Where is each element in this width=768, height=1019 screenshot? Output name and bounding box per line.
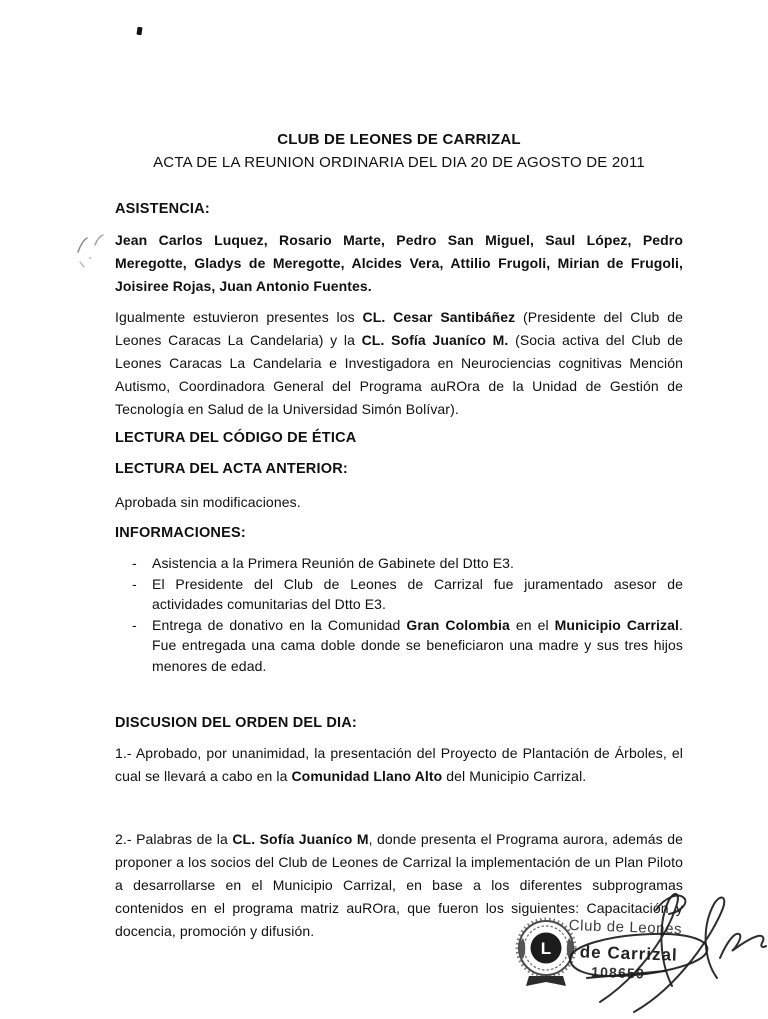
emblem-letter: L [540,939,552,958]
margin-pen-marks [66,228,116,273]
heading-lectura-codigo: LECTURA DEL CÓDIGO DE ÉTICA [115,430,357,446]
heading-informaciones: INFORMACIONES: [115,525,246,541]
paragraph-attendees: Jean Carlos Luquez, Rosario Marte, Pedro San Miguel, Saul López, Pedro Meregotte, Gladys de Meregotte, Alcides Vera, Attilio Frugoli, Mirian de Frugoli, Joisiree Rojas, Juan Antonio Fuentes. [115,232,683,294]
informaciones-list [132,553,683,676]
stamp-club-name: Club de Leones [568,916,683,938]
heading-lectura-acta: LECTURA DEL ACTA ANTERIOR: [115,461,348,477]
paragraph-punto-2: 2.- Palabras de la CL. Sofía Juaníco M, donde presenta el Programa aurora, además de proponer a los socios del Club de Leones de Carrizal la implementación de un Plan Piloto a desarrollarse en el Municipio Carrizal, en base a los diferentes subprogramas contenidos en el programa matriz auROra, que fueron los siguientes: Capacitación y docencia, promoción y difusión. [115,831,683,939]
document-subtitle: ACTA DE LA REUNION ORDINARIA DEL DIA 20 DE AGOSTO DE 2011 [153,154,645,171]
paragraph-guests: Igualmente estuvieron presentes los CL. Cesar Santibáñez (Presidente del Club de Leones Caracas La Candelaria) y la CL. Sofía Juaníco M. (Socia activa del Club de Leones Caracas La Candelaria e Investigadora en Neurociencias cognitivas Mención Autismo, Coordinadora General del Programa auROra de la Unidad de Gestión de Tecnología en Salud de la Universidad Simón Bolívar). [115,309,683,417]
club-stamp-graphic [488,888,768,1014]
scan-speck [136,27,142,36]
list-item-text: Entrega de donativo en la Comunidad Gran Colombia en el Municipio Carrizal. Fue entregada una cama doble donde se beneficiaron una madre y sus tres hijos menores de edad. [152,616,684,674]
stamp-club-location: de Carrizal [579,942,679,965]
bullet-marker: - [132,575,137,592]
lions-club-emblem-icon [517,919,575,986]
stamp-member-number: 108659 [590,963,646,982]
paragraph-punto-1: 1.- Aprobado, por unanimidad, la presentación del Proyecto de Plantación de Árboles, el cual se llevará a cabo en la Comunidad Llano Alto del Municipio Carrizal. [115,745,683,784]
list-item-text: El Presidente del Club de Leones de Carrizal fue juramentado asesor de actividades comunitarias del Dtto E3. [152,575,683,612]
bullet-marker: - [132,616,137,633]
club-stamp [488,888,768,1014]
emblem-banner [526,976,566,986]
document-title: CLUB DE LEONES DE CARRIZAL [277,131,521,148]
bullet-marker: - [132,555,137,571]
paragraph-acta-status: Aprobada sin modificaciones. [115,494,301,510]
heading-asistencia: ASISTENCIA: [115,201,210,217]
list-item [132,553,683,574]
list-item-text: Asistencia a la Primera Reunión de Gabinete del Dtto E3. [152,555,515,571]
list-item [132,574,683,615]
heading-discusion: DISCUSION DEL ORDEN DEL DIA: [115,715,357,731]
list-item [132,615,683,677]
